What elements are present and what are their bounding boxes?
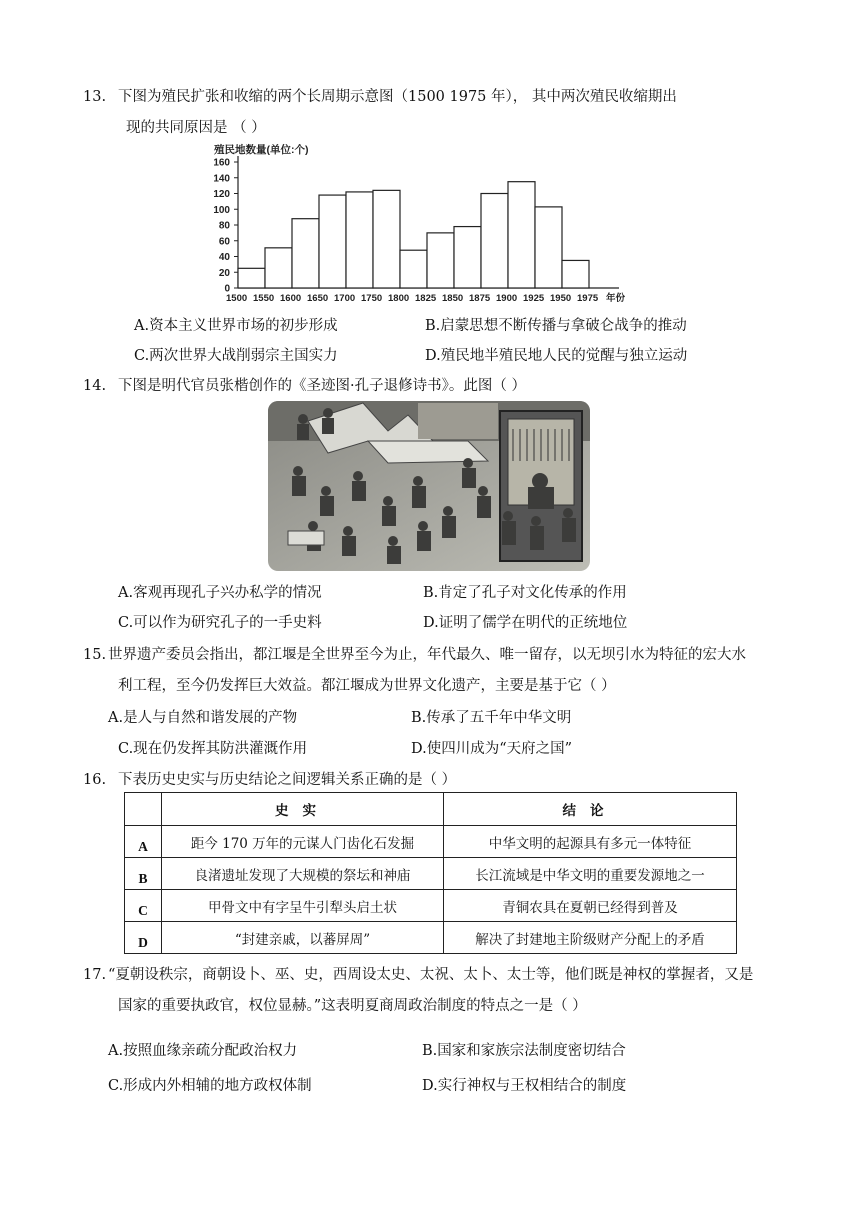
x-tick-label: 1900 [496, 293, 518, 304]
row-letter: C [125, 890, 162, 922]
q16-stem-line1: 下表历史史实与历史结论之间逻辑关系正确的是（ ） [118, 772, 457, 788]
y-tick-label: 20 [218, 267, 230, 279]
q17-number: 17. [83, 967, 107, 983]
table-header-row [125, 793, 737, 826]
q13-option-b[interactable]: B.启蒙思想不断传播与拿破仑战争的推动 [425, 318, 687, 334]
x-tick-label: 1650 [307, 293, 329, 304]
q14-stem-line1: 下图是明代官员张楷创作的《圣迹图·孔子退修诗书》。此图（ ） [118, 378, 526, 394]
row-letter: B [125, 858, 162, 890]
chart-bar [319, 195, 346, 288]
chart-bar [508, 182, 535, 288]
y-tick-label: 140 [213, 173, 230, 185]
y-tick-label: 0 [224, 283, 230, 295]
q13-option-d[interactable]: D.殖民地半殖民地人民的觉醒与独立运动 [425, 348, 688, 364]
q15-stem-line2: 利工程，至今仍发挥巨大效益。都江堰成为世界文化遗产，主要是基于它（ ） [118, 678, 616, 694]
x-tick-label: 1750 [361, 293, 383, 304]
x-tick-label: 1975 [577, 293, 599, 304]
q15-option-c[interactable]: C.现在仍发挥其防洪灌溉作用 [118, 741, 308, 757]
row-letter: D [125, 922, 162, 954]
table-row [125, 826, 737, 858]
q17-option-d[interactable]: D.实行神权与王权相结合的制度 [422, 1078, 627, 1094]
y-tick-label: 100 [213, 204, 230, 216]
colony-bar-chart [196, 142, 666, 308]
history-table [124, 792, 737, 954]
x-tick-label: 1600 [280, 293, 302, 304]
x-tick-label: 1700 [334, 293, 356, 304]
q13-stem-line2: 现的共同原因是 （ ） [126, 120, 266, 136]
q13-number: 13. [83, 89, 107, 105]
q15-number: 15. [83, 647, 107, 663]
row-fact: 甲骨文中有字呈牛引犁头启土状 [162, 890, 444, 922]
chart-bar [265, 248, 292, 288]
row-conclusion: 青铜农具在夏朝已经得到普及 [444, 890, 737, 922]
chart-bar [562, 260, 589, 288]
confucius-painting [268, 401, 590, 571]
x-tick-label: 1950 [550, 293, 572, 304]
q15-option-d[interactable]: D.使四川成为“天府之国” [411, 741, 573, 757]
table-header-blank [125, 793, 162, 826]
q14-option-b[interactable]: B.肯定了孔子对文化传承的作用 [423, 585, 627, 601]
x-tick-label: 1925 [523, 293, 545, 304]
q15-option-a[interactable]: A.是人与自然和谐发展的产物 [108, 710, 298, 726]
row-fact: 距今 170 万年的元谋人门齿化石发掘 [162, 826, 444, 858]
chart-bar [346, 192, 373, 288]
table-header-fact: 史实 [162, 793, 444, 826]
chart-bar [238, 268, 265, 288]
q14-option-c[interactable]: C.可以作为研究孔子的一手史料 [118, 615, 322, 631]
q17-option-c[interactable]: C.形成内外相辅的地方政权体制 [108, 1078, 312, 1094]
chart-bar [373, 190, 400, 288]
row-conclusion: 长江流域是中华文明的重要发源地之一 [444, 858, 737, 890]
y-tick-label: 160 [213, 157, 230, 169]
chart-bar [535, 207, 562, 288]
q15-option-b[interactable]: B.传承了五千年中华文明 [411, 710, 572, 726]
y-tick-label: 120 [213, 189, 230, 200]
x-tick-label: 1875 [469, 293, 491, 304]
q17-stem-line1: “夏朝设秩宗，商朝设卜、巫、史，西周设太史、太祝、太卜、太士等，他们既是神权的掌握者，又是 [108, 967, 754, 983]
chart-bar [481, 194, 508, 289]
x-tick-label: 1500 [226, 293, 248, 304]
x-tick-label: 1550 [253, 293, 275, 304]
table-row [125, 858, 737, 890]
q17-option-a[interactable]: A.按照血缘亲疏分配政治权力 [108, 1043, 298, 1059]
chart-bar [292, 219, 319, 288]
q15-stem-line1: 世界遗产委员会指出，都江堰是全世界至今为止，年代最久、唯一留存，以无坝引水为特征的宏大水 [108, 647, 746, 663]
q13-option-a[interactable]: A.资本主义世界市场的初步形成 [134, 318, 338, 334]
x-tick-label: 1800 [388, 293, 410, 304]
y-tick-label: 80 [218, 220, 230, 232]
y-tick-label: 40 [218, 252, 230, 263]
row-conclusion: 中华文明的起源具有多元一体特征 [444, 826, 737, 858]
row-letter: A [125, 826, 162, 858]
row-fact: “封建亲戚，以蕃屏周” [162, 922, 444, 954]
table-row [125, 890, 737, 922]
chart-bar [427, 233, 454, 288]
x-axis-label: 年份 [606, 293, 626, 304]
table-header-conclusion: 结论 [444, 793, 737, 826]
q17-stem-line2: 国家的重要执政官，权位显赫。”这表明夏商周政治制度的特点之一是（ ） [118, 998, 587, 1014]
painting-image [268, 401, 590, 571]
x-tick-label: 1825 [415, 293, 437, 304]
q13-option-c[interactable]: C.两次世界大战削弱宗主国实力 [134, 348, 338, 364]
q17-option-b[interactable]: B.国家和家族宗法制度密切结合 [422, 1043, 626, 1059]
chart-bar [454, 227, 481, 288]
q13-stem-line1: 下图为殖民扩张和收缩的两个长周期示意图（1500 1975 年）， 其中两次殖民收缩期出 [118, 89, 677, 105]
y-tick-label: 60 [218, 236, 230, 248]
row-fact: 良渚遗址发现了大规模的祭坛和神庙 [162, 858, 444, 890]
q16-number: 16. [83, 772, 107, 788]
x-tick-label: 1850 [442, 293, 464, 304]
q14-option-a[interactable]: A.客观再现孔子兴办私学的情况 [118, 585, 322, 601]
chart-title: 殖民地数量(单位:个) [214, 144, 309, 156]
q14-option-d[interactable]: D.证明了儒学在明代的正统地位 [423, 615, 628, 631]
table-row [125, 922, 737, 954]
chart-bar [400, 250, 427, 288]
q14-number: 14. [83, 378, 107, 394]
row-conclusion: 解决了封建地主阶级财产分配上的矛盾 [444, 922, 737, 954]
